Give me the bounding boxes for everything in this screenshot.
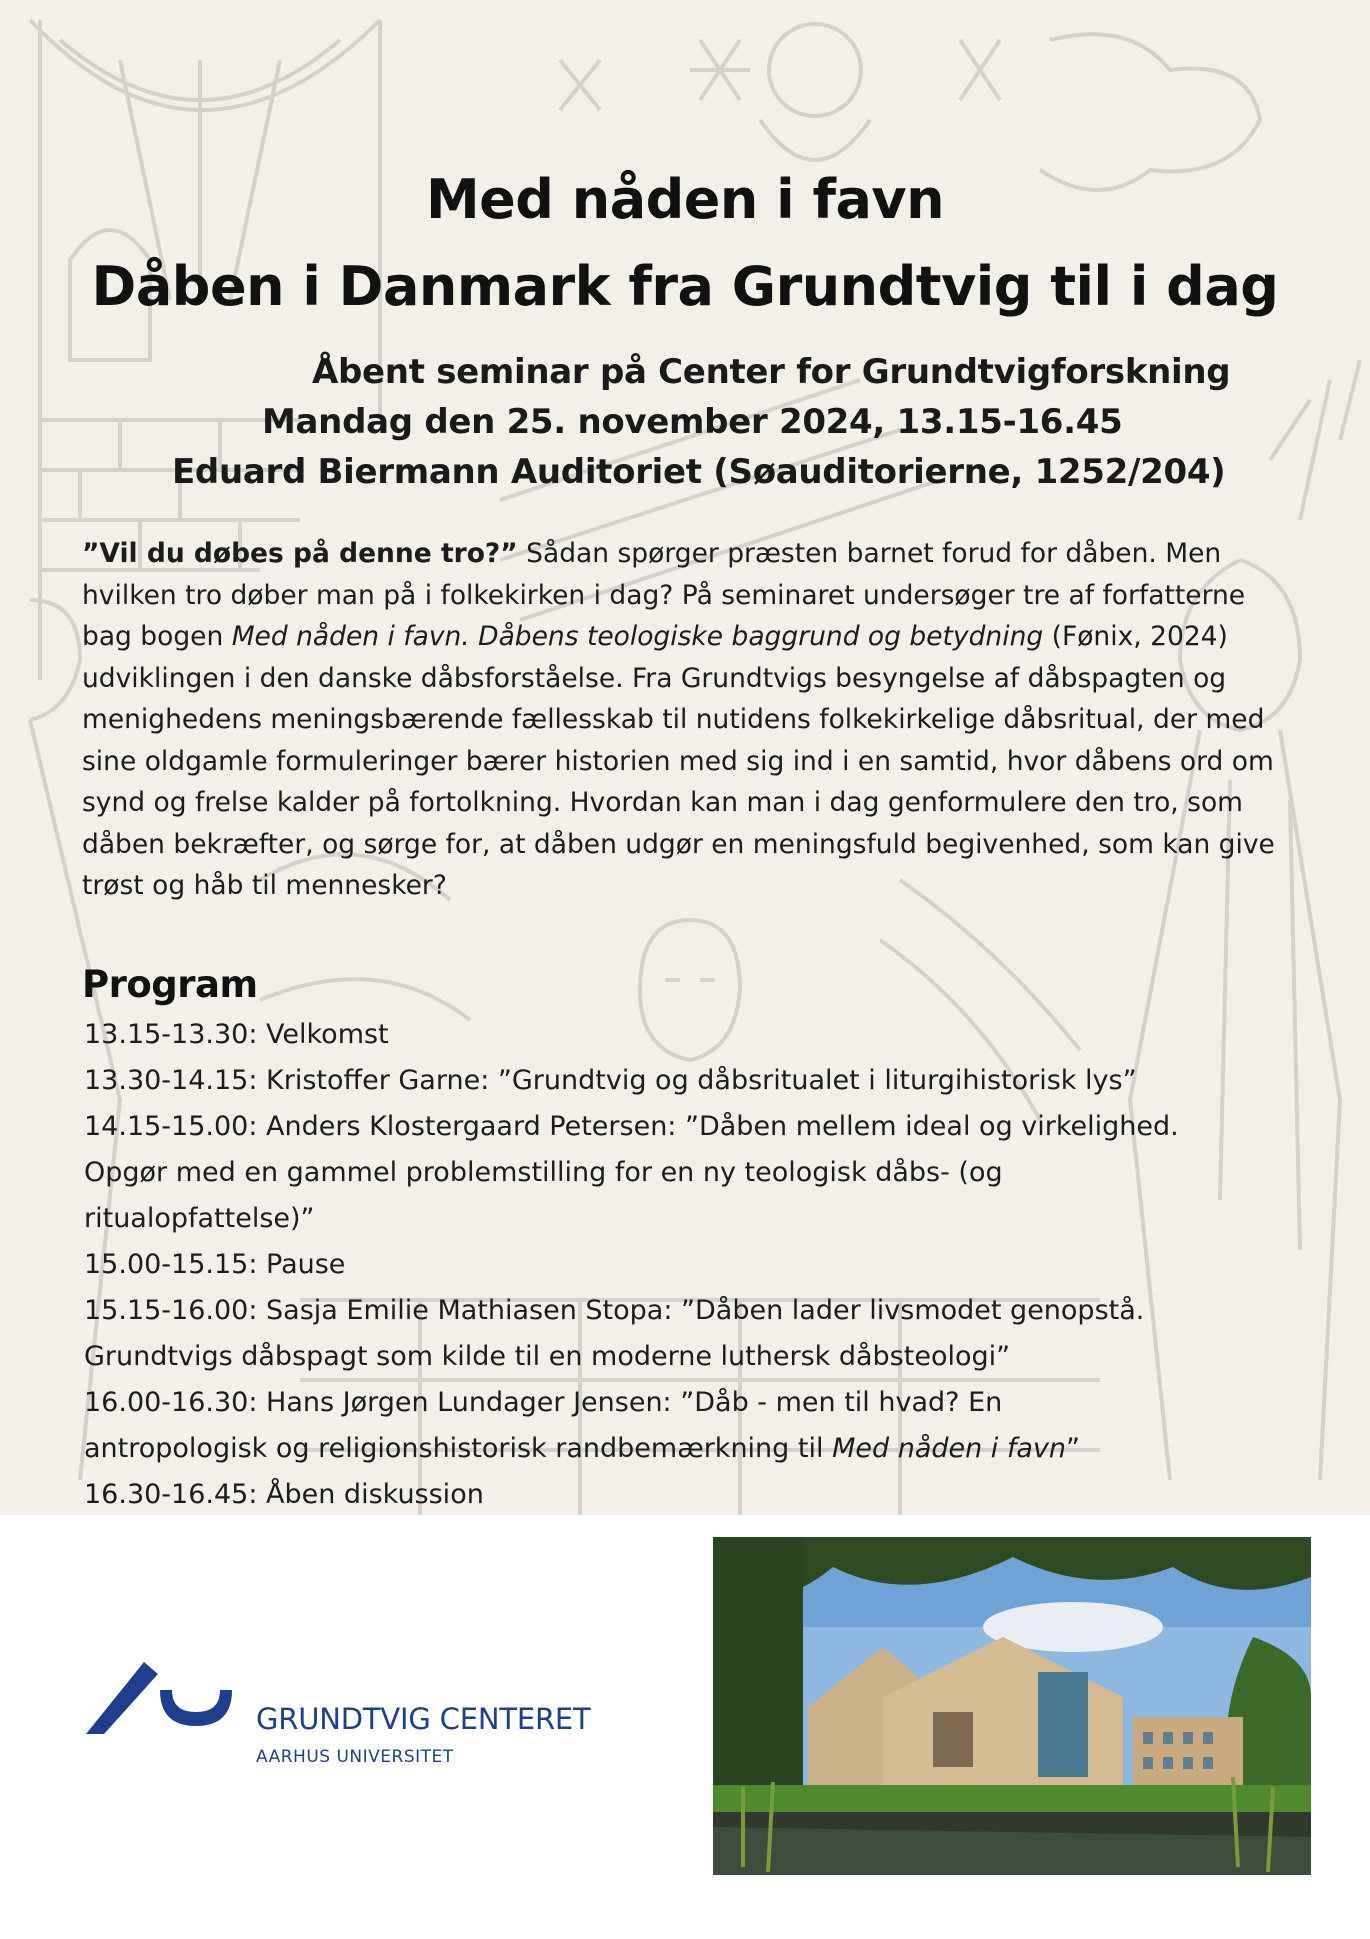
program-book-title: Med nåden i favn — [832, 1433, 1067, 1464]
program-item: 15.00-15.15: Pause — [84, 1249, 346, 1280]
program-item: 15.15-16.00: Sasja Emilie Mathiasen Stopa: ”Dåben lader livsmodet genopstå. — [84, 1295, 1145, 1326]
program-item: 16.30-16.45: Åben diskussion — [84, 1479, 484, 1510]
logo-university: AARHUS UNIVERSITET — [256, 1747, 454, 1767]
program-item: 13.15-13.30: Velkomst — [84, 1019, 389, 1050]
building-photo — [713, 1537, 1311, 1875]
logo-name: GRUNDTVIG CENTERET — [256, 1702, 591, 1736]
program-item-continued: Opgør med en gammel problemstilling for en ny teologisk dåbs- (og — [84, 1157, 1003, 1188]
intro-quote: ”Vil du døbes på denne tro?” — [82, 538, 518, 569]
poster-title-line-1: Med nåden i favn — [425, 168, 945, 231]
program-item: 13.30-14.15: Kristoffer Garne: ”Grundtvig og dåbsritualet i liturgihistorisk lys” — [84, 1065, 1137, 1096]
seminar-subtitle: Åbent seminar på Center for Grundtvigforskning — [312, 352, 1231, 392]
program-item: 14.15-15.00: Anders Klostergaard Petersen: ”Dåben mellem ideal og virkelighed. — [84, 1111, 1179, 1142]
poster-title-line-2: Dåben i Danmark fra Grundtvig til i dag — [91, 255, 1279, 318]
intro-book-title: Med nåden i favn. Dåbens teologiske baggrund og betydning — [231, 621, 1044, 652]
seminar-location: Eduard Biermann Auditoriet (Søauditorierne, 1252/204) — [172, 452, 1226, 492]
program-heading: Program — [82, 963, 258, 1006]
seminar-date: Mandag den 25. november 2024, 13.15-16.45 — [262, 402, 1123, 442]
aarhus-university-logo — [86, 1662, 246, 1742]
program-list — [84, 1012, 1284, 1518]
program-item-continued: Grundtvigs dåbspagt som kilde til en moderne luthersk dåbsteologi” — [84, 1341, 1011, 1372]
program-item-text: antropologisk og religionshistorisk randbemærkning til — [84, 1433, 833, 1464]
program-item: 16.00-16.30: Hans Jørgen Lundager Jensen: ”Dåb - men til hvad? En — [84, 1387, 1003, 1418]
program-item-quote-end: ” — [1066, 1433, 1081, 1464]
intro-text-a: Sådan spørger præsten barnet forud for dåben. Men hvilken tro døber man på i folkekirken i dag? På seminaret undersøger tre af forfatterne bag bogen — [82, 538, 1246, 652]
program-item-continued — [84, 1426, 1284, 1472]
intro-paragraph — [82, 533, 1282, 907]
intro-text-b: (Fønix, 2024) udviklingen i den danske dåbsforståelse. Fra Grundtvigs besyngelse af dåbspagten og menighedens meningsbærende fællesskab til nutidens folkekirkelige dåbsritual, der med sine oldgamle formuleringer bærer historien med sig ind i en samtid, hvor dåbens ord om synd og frelse kalder på fortolkning. Hvordan kan man i dag genformulere den tro, som dåben bekræfter, og sørge for, at dåben udgør en meningsfuld begivenhed, som kan give trøst og håb til mennesker? — [82, 621, 1275, 901]
program-item-continued: ritualopfattelse)” — [84, 1203, 315, 1234]
